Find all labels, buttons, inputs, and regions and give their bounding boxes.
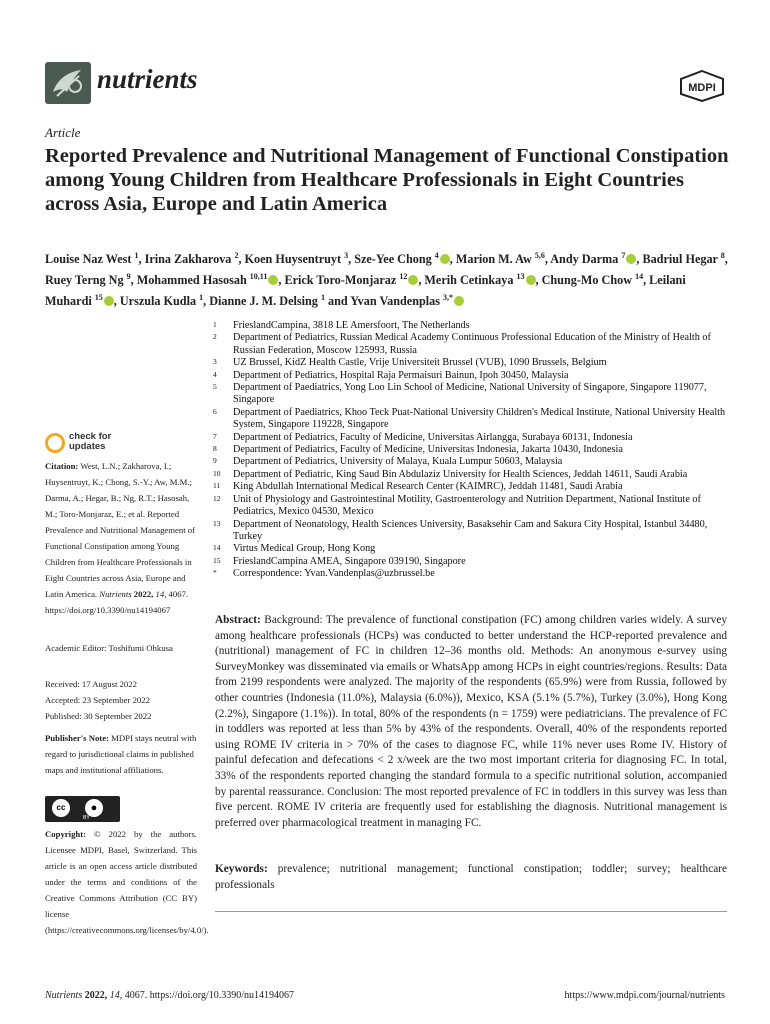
footer-doi-link[interactable]: 4067. https://doi.org/10.3390/nu14194067 xyxy=(124,990,295,1001)
abstract-text: Background: The prevalence of functional constipation (FC) among children varies widely. A survey among healthcare professionals (HCPs) was conducted to better understand the HCP-reported prevalence and (nutritional) management of FC in children 12–36 months old. Methods: An anonymous e-survey using SurveyMonkey was disseminated via emails or WhatsApp among HCPs in eight countries/regions. Results: Data from 2199 respondents were analyzed. The majority of the respondents (65.9%) were from Russia, followed by other countries (Indonesia (11.0%), Malaysia (6.0%)), Mexico, KSA (5.1% (5.7%), Turkey (3.0%), Hong Kong (2.2%), Singapore (1.1%)). In total, 80% of the respondents (n = 1759) were pediatricians. The prevalence of FC in toddlers was reported at less than 5% by 43% of the respondents. Overall, 40% of the respondents reported using ROME IV criteria in > 70% of the cases to diagnose FC, while 11% never uses Rome IV. History of painful defecation and defecations < 2 x/week are the two most important criteria for diagnosing FC. In total, 33% of the respondents reported changing the standard formula to a specific nutritional solution, accompanied by parental reassurance. Conclusion: The most reported prevalence of FC in toddlers in this survey was less than five percent. ROME IV criteria are frequently used for establishing the diagnosis. Nutritional management is preferred over pharmacological treatment in managing FC. xyxy=(215,614,727,829)
affiliation-number: 6 xyxy=(213,406,217,416)
affiliation-text: Department of Pediatrics, University of Malaya, Kuala Lumpur 50603, Malaysia xyxy=(233,456,563,468)
author-name: Mohammed Hasosah xyxy=(136,273,247,288)
affiliation-item xyxy=(213,407,733,432)
affiliation-item xyxy=(213,469,733,481)
author-affiliation-ref: 13 xyxy=(516,272,525,282)
affiliation-number: 8 xyxy=(213,444,217,454)
affiliation-text: Department of Pediatrics, Russian Medical Academy Continuous Professional Education of the Ministry of Health of Russian Federation, Moscow 125993, Russia xyxy=(233,332,711,356)
received-date: Received: 17 August 2022 xyxy=(45,679,137,689)
orcid-icon[interactable] xyxy=(268,275,278,285)
check-updates-icon xyxy=(45,433,65,453)
author-name: Urszula Kudla xyxy=(119,294,197,309)
orcid-icon[interactable] xyxy=(408,275,418,285)
author-affiliation-ref: 3,* xyxy=(443,293,454,303)
author-affiliation-ref: 4 xyxy=(434,251,439,260)
author xyxy=(45,273,131,287)
nutrients-logo-icon xyxy=(45,62,91,104)
author-name: Marion M. Aw xyxy=(455,252,532,267)
publisher-note xyxy=(45,730,197,778)
author-affiliation-ref: 7 xyxy=(621,251,626,260)
affiliation-number: 10 xyxy=(213,468,221,478)
affiliation-number: 4 xyxy=(213,369,217,379)
mdpi-logo-icon xyxy=(679,70,725,102)
citation-journal: Nutrients xyxy=(99,589,132,599)
author xyxy=(354,252,450,266)
footer-citation xyxy=(45,990,294,1001)
affiliation-text: Department of Pediatrics, Faculty of Medicine, Universitas Airlangga, Surabaya 60131, Indonesia xyxy=(233,431,633,443)
citation-text: West, L.N.; Zakharova, I.; Huysentruyt, K.; Chong, S.-Y.; Aw, M.M.; Darma, A.; Hegar, B.; Ng, R.T.; Hasosah, M.; Toro-Monjaraz, E.; et al. Reported Prevalence and Nutritional Management of Functional Constipation among Young Children from Healthcare Professionals in Eight Countries across Asia, Europe and Latin America. xyxy=(45,461,196,599)
author xyxy=(550,252,636,266)
affiliation-item xyxy=(213,444,733,456)
affiliation-number: * xyxy=(213,568,217,578)
author xyxy=(209,294,325,308)
author xyxy=(456,252,545,266)
abstract-label: Abstract: xyxy=(215,614,261,626)
publisher-name: MDPI xyxy=(688,82,716,94)
publisher-note-text: MDPI stays neutral with regard to jurisdictional claims in published maps and institutional affiliations. xyxy=(45,733,197,775)
person-icon: ● xyxy=(85,799,103,817)
author xyxy=(137,273,279,287)
author-affiliation-ref: 1 xyxy=(134,251,139,260)
published-date: Published: 30 September 2022 xyxy=(45,711,152,721)
orcid-icon[interactable] xyxy=(104,296,114,306)
author-name: Louise Naz West xyxy=(45,252,132,267)
affiliation-number: 9 xyxy=(213,456,217,466)
keywords xyxy=(215,862,727,893)
author-affiliation-ref: 1 xyxy=(199,293,204,303)
author xyxy=(245,252,349,266)
author-affiliation-ref: 8 xyxy=(720,251,725,260)
author xyxy=(642,252,724,266)
citation-year: 2022, xyxy=(133,589,154,599)
affiliation-item xyxy=(213,543,733,555)
affiliation-item xyxy=(213,332,733,357)
copyright-text: © 2022 by the authors. Licensee MDPI, Basel, Switzerland. This article is an open access article distributed under the terms and conditions of the Creative Commons Attribution (CC BY) license (https://creativecommons.org/licenses/by/4.0/). xyxy=(45,829,209,935)
author-name: Merih Cetinkaya xyxy=(424,273,514,288)
author-affiliation-ref: 3 xyxy=(344,251,349,260)
abstract xyxy=(215,613,727,831)
orcid-icon[interactable] xyxy=(454,296,464,306)
author-name: Koen Huysentruyt xyxy=(244,252,342,267)
author-name: Andy Darma xyxy=(550,252,619,267)
affiliation-number: 13 xyxy=(213,518,221,528)
author-affiliation-ref: 1 xyxy=(320,293,325,303)
affiliation-number: 15 xyxy=(213,555,221,565)
orcid-icon[interactable] xyxy=(526,275,536,285)
affiliation-text: Department of Pediatrics, Faculty of Medicine, Universitas Indonesia, Jakarta 10430, Indonesia xyxy=(233,444,623,456)
citation-volume: 14, xyxy=(155,589,167,599)
affiliation-number: 14 xyxy=(213,543,221,553)
journal-header xyxy=(45,58,725,118)
keywords-text: prevalence; nutritional management; functional constipation; toddler; survey; healthcare professionals xyxy=(215,863,727,891)
author-name: Yvan Vandenplas xyxy=(350,294,440,309)
author-name: Ruey Terng Ng xyxy=(45,273,124,288)
author-name: Dianne J. M. Delsing xyxy=(209,294,318,309)
check-for-updates-button[interactable] xyxy=(45,431,125,455)
author-affiliation-ref: 2 xyxy=(234,251,239,260)
author-affiliation-ref: 14 xyxy=(635,272,644,282)
affiliation-item xyxy=(213,556,733,568)
affiliation-item xyxy=(213,357,733,369)
affiliation-item xyxy=(213,481,733,493)
affiliation-number: 11 xyxy=(213,481,221,491)
copyright-label: Copyright: xyxy=(45,829,87,839)
affiliation-text: Department of Pediatric, King Saud Bin Abdulaziz University for Health Sciences, Jeddah 14611, Saudi Arabia xyxy=(233,468,688,480)
affiliation-item xyxy=(213,382,733,407)
affiliation-number: 2 xyxy=(213,332,217,342)
author-name: Sze-Yee Chong xyxy=(354,252,432,267)
keywords-label: Keywords: xyxy=(215,863,268,875)
cc-icon: cc xyxy=(52,799,70,817)
author-affiliation-ref: 9 xyxy=(126,272,131,282)
footer-year: 2022, xyxy=(84,990,108,1001)
check-line-1: check for xyxy=(69,431,112,442)
footer-journal-url[interactable]: https://www.mdpi.com/journal/nutrients xyxy=(564,990,725,1001)
orcid-icon[interactable] xyxy=(626,254,636,264)
footer-journal: Nutrients xyxy=(45,990,83,1001)
affiliation-number: 3 xyxy=(213,357,217,367)
author-affiliation-ref: 12 xyxy=(399,272,408,282)
affiliation-number: 5 xyxy=(213,382,217,392)
affiliation-text: Department of Neonatology, Health Sciences University, Basaksehir Cam and Sakura City Hospital, Istanbul 34480, Turkey xyxy=(233,518,708,542)
academic-editor: Academic Editor: Toshifumi Ohkusa xyxy=(45,643,173,653)
check-line-2: updates xyxy=(69,441,106,452)
affiliation-item xyxy=(213,370,733,382)
affiliation-text: King Abdullah International Medical Research Center (KAIMRC), Jeddah 11481, Saudi Arabia xyxy=(233,481,623,493)
author-affiliation-ref: 10,11 xyxy=(249,272,268,282)
accepted-date: Accepted: 23 September 2022 xyxy=(45,695,150,705)
copyright-block xyxy=(45,826,209,938)
author xyxy=(284,273,418,287)
affiliation-text: Department of Pediatrics, Hospital Raja Permaisuri Bainun, Ipoh 30450, Malaysia xyxy=(233,369,569,381)
cc-by-license-badge[interactable] xyxy=(45,796,120,822)
article-type: Article xyxy=(45,125,81,140)
affiliation-list xyxy=(213,320,733,581)
affiliation-text: Virtus Medical Group, Hong Kong xyxy=(233,543,376,555)
affiliation-item xyxy=(213,432,733,444)
author xyxy=(45,252,139,266)
keywords-divider xyxy=(215,911,727,912)
article-title: Reported Prevalence and Nutritional Management of Functional Constipation among Young Children from Healthcare Professionals in Eight Countries across Asia, Europe and Latin America xyxy=(45,145,729,215)
author xyxy=(120,294,203,308)
citation-block xyxy=(45,458,197,618)
affiliation-text: Correspondence: Yvan.Vandenplas@uzbrussel.be xyxy=(233,568,435,580)
author-name: Badriul Hegar xyxy=(642,252,718,267)
affiliation-item xyxy=(213,456,733,468)
author xyxy=(145,252,239,266)
affiliation-number: 1 xyxy=(213,320,217,329)
author-name: Leilani Muhardi xyxy=(45,273,686,309)
citation-doi-link[interactable]: 4067. https://doi.org/10.3390/nu14194067 xyxy=(45,589,189,615)
affiliation-text: Department of Paediatrics, Yong Loo Lin School of Medicine, National University of Singapore, Singapore 119077, Singapore xyxy=(233,382,707,406)
by-label: BY xyxy=(83,815,90,821)
affiliation-text: Department of Paediatrics, Khoo Teck Puat-National University Children's Medical Institute, National University Health System, Singapore 119228, Singapore xyxy=(233,406,726,431)
affiliation-text: FrieslandCampina, 3818 LE Amersfoort, The Netherlands xyxy=(233,320,470,331)
affiliation-item xyxy=(213,519,733,544)
footer-volume: 14, xyxy=(109,990,123,1001)
author-list: Louise Naz West $^1$, Irina Zakharova $^2$, Koen Huysentruyt $^3$, Sze-Yee Chong $^4$ , Marion M. Aw $^{5,6}$, Andy Darma $^7$ , Badriul Hegar $^8$, Ruey Terng Ng $^9$, Mohammed Hasosah $^{10,11}$ , Erick Toro-Monjaraz $^{12}$ , Merih Cetinkaya $^{13}$ , Chung-Mo Chow $^{14}$, Leilani Muhardi $^{15}$ , Urszula Kudla $^1$, Dianne J. M. Delsing $^1$ and Yvan Vandenplas $^{3,*}$ xyxy=(45,251,728,309)
affiliation-item xyxy=(213,494,733,519)
journal-name: nutrients xyxy=(97,64,198,94)
publication-dates xyxy=(45,676,197,724)
author xyxy=(542,273,643,287)
author-name: Irina Zakharova xyxy=(144,252,232,267)
author xyxy=(424,273,535,287)
citation-label: Citation: xyxy=(45,461,79,471)
affiliation-number: 7 xyxy=(213,431,217,441)
orcid-icon[interactable] xyxy=(440,254,450,264)
affiliation-item xyxy=(213,568,733,580)
author-name: Chung-Mo Chow xyxy=(541,273,633,288)
affiliation-text: Unit of Physiology and Gastrointestinal Motility, Gastroenterology and Nutrition Department, National Institute of Pediatrics, Mexico 04530, Mexico xyxy=(233,493,701,518)
affiliation-text: FrieslandCampina AMEA, Singapore 039190, Singapore xyxy=(233,555,466,567)
affiliation-number: 12 xyxy=(213,493,221,503)
author-name: Erick Toro-Monjaraz xyxy=(284,273,397,288)
author xyxy=(350,294,464,308)
affiliation-text: UZ Brussel, KidZ Health Castle, Vrije Universiteit Brussel (VUB), 1090 Brussels, Belgium xyxy=(233,357,607,369)
affiliation-item xyxy=(213,320,733,332)
author-affiliation-ref: 15 xyxy=(94,293,103,303)
author-affiliation-ref: 5,6 xyxy=(534,251,545,260)
publisher-note-label: Publisher's Note: xyxy=(45,733,109,743)
